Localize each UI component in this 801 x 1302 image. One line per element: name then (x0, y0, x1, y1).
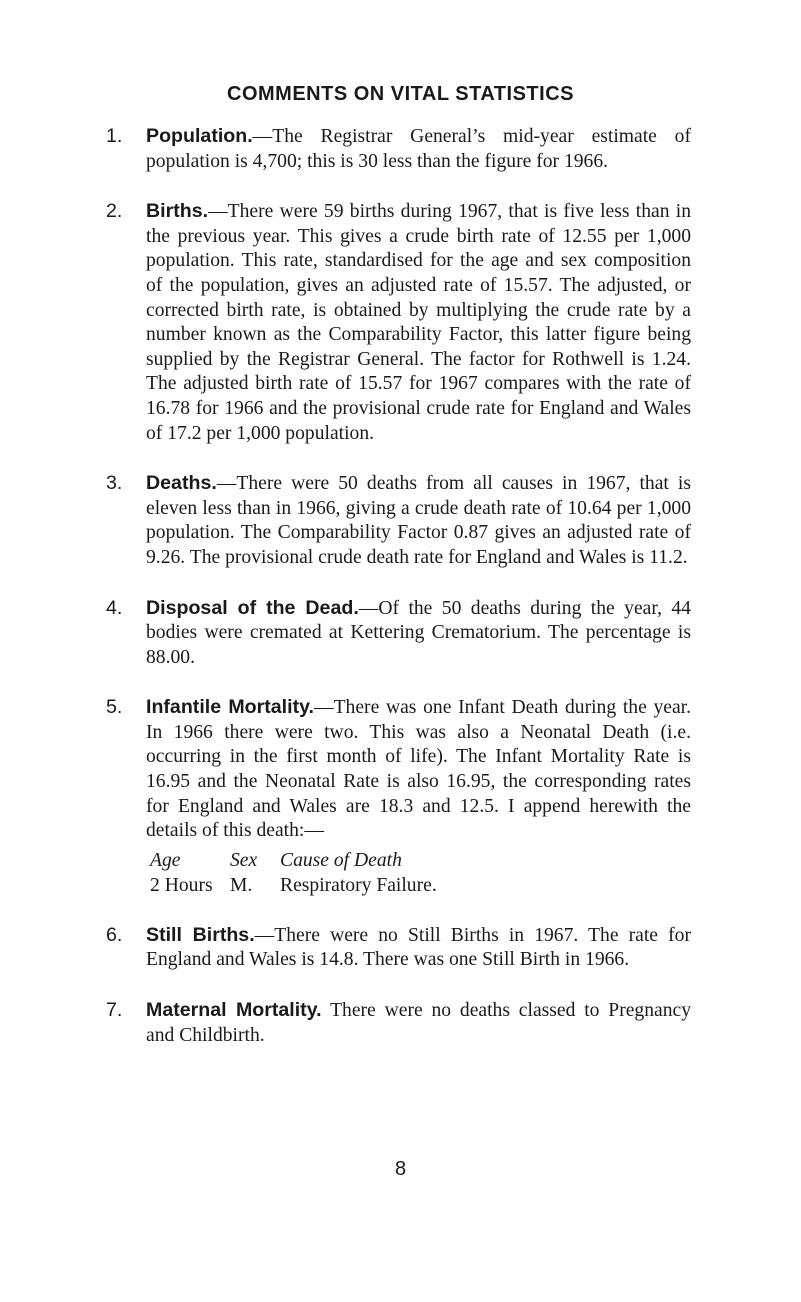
item-infantile-mortality (106, 695, 691, 898)
item-text: There were no deaths classed to Pregnancy and Childbirth. (146, 1000, 691, 1046)
item-number: 1. (106, 125, 123, 147)
item-births (106, 199, 691, 446)
item-number: 2. (106, 200, 123, 223)
item-text: —There were no Still Births in 1967. The rate for England and Wales is 14.8. There was one Still Birth in 1966. (146, 924, 691, 971)
item-number: 4. (106, 596, 123, 619)
item-text: —There were 50 deaths from all causes in 1967, that is eleven less than in 1966, giving a crude death rate of 10.64 per 1,000 population. The Comparability Factor 0.87 gives an adjusted rate of 9.26. The provisional crude death rate for England and Wales is 11.2. (146, 473, 691, 568)
death-details-table (150, 848, 691, 898)
item-heading: Deaths. (146, 472, 217, 495)
item-heading: Population. (146, 125, 253, 147)
item-deaths (106, 471, 691, 570)
item-disposal-of-dead (106, 596, 691, 671)
death-table-row (150, 873, 691, 898)
item-heading: Births. (146, 200, 209, 223)
death-table-header (150, 848, 691, 873)
item-number: 5. (106, 696, 123, 719)
item-text: —There were 59 births during 1967, that is five less than in the previous year. This gives a crude birth rate of 12.55 per 1,000 population. This rate, standardised for the age and sex composition of the population, gives an adjusted rate of 15.57. The adjusted, or corrected birth rate, is obtained by multiplying the crude rate by a number known as the Comparability Factor, this latter figure being supplied by the Registrar General. The factor for Rothwell is 1.24. The adjusted birth rate of 15.57 for 1967 compares with the rate of 16.78 for 1966 and the provisional crude rate for England and Wales of 17.2 per 1,000 population. (146, 201, 691, 444)
page-title: COMMENTS ON VITAL STATISTICS (227, 83, 574, 105)
item-population (106, 124, 691, 174)
item-heading: Disposal of the Dead. (146, 596, 359, 619)
item-heading: Maternal Mortality. (146, 999, 322, 1022)
age-header: Age (150, 849, 181, 871)
item-number: 6. (106, 923, 123, 946)
item-still-births (106, 923, 691, 973)
sex-cell: M. (230, 874, 253, 896)
age-cell: 2 Hours (150, 874, 213, 896)
item-text: —Of the 50 deaths during the year, 44 bodies were cremated at Kettering Crematorium. The percentage is 88.00. (146, 597, 691, 668)
cause-cell: Respiratory Failure. (280, 874, 437, 896)
item-heading: Still Births. (146, 923, 255, 946)
item-text: —There was one Infant Death during the year. In 1966 there were two. This was also a Neonatal Death (i.e. occurring in the first month of life). The Infant Mortality Rate is 16.95 and the Neonatal Rate is also 16.95, the corresponding rates for England and Wales are 18.3 and 12.5. I append herewith the details of this death:— (146, 697, 691, 842)
item-heading: Infantile Mortality. (146, 696, 314, 719)
page-number: 8 (394, 1158, 407, 1180)
item-number: 3. (106, 472, 123, 495)
document-body (106, 124, 691, 1073)
item-number: 7. (106, 999, 123, 1022)
item-text: —The Registrar General’s mid-year estimate of population is 4,700; this is 30 less than the figure for 1966. (146, 126, 691, 172)
item-maternal-mortality (106, 998, 691, 1048)
sex-header: Sex (230, 849, 258, 871)
cause-header: Cause of Death (280, 849, 402, 871)
